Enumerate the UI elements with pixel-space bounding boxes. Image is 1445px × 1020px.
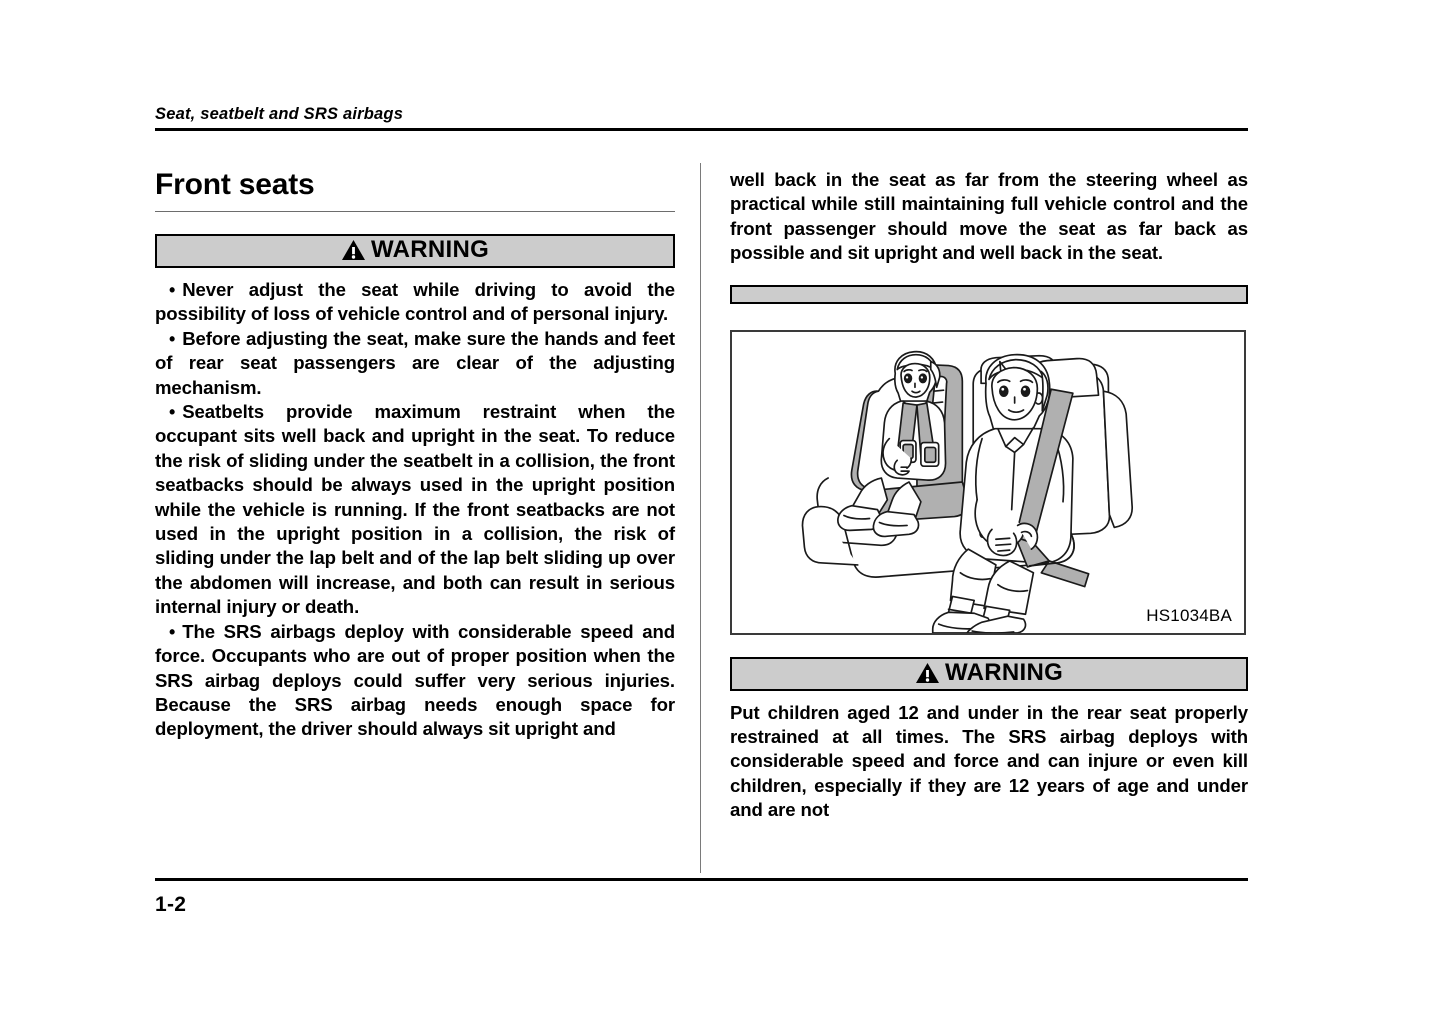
right-column	[730, 168, 1248, 823]
running-header	[155, 104, 1248, 131]
continuation-paragraph: well back in the seat as far from the steering wheel as practical while still maintaining full vehicle control and the front passenger should move the seat as far back as possible and sit upright and well back in the seat.	[730, 169, 1248, 264]
header-rule	[155, 128, 1248, 131]
warning-bullet-item: • Before adjusting the seat, make sure the hands and feet of rear seat passengers are clear of the adjusting mechanism.	[155, 327, 675, 400]
title-rule	[155, 211, 675, 212]
warning-banner-label: WARNING	[944, 658, 1064, 686]
warning-banner-right	[730, 657, 1248, 691]
warning-bullet-item: • The SRS airbags deploy with considerable speed and force. Occupants who are out of proper position when the SRS airbag deploys could suffer very serious injuries. Because the SRS airbag needs enough space for deployment, the driver should always sit upright and	[155, 620, 675, 742]
page-number: 1-2	[155, 893, 187, 916]
warning-banner-label: WARNING	[370, 236, 490, 263]
page-footer	[155, 878, 1248, 917]
page-title: Front seats	[155, 168, 315, 201]
figure-id-label: HS1034BA	[1146, 605, 1232, 625]
warning-triangle-icon	[915, 662, 940, 684]
figure-rear-seat-children	[730, 330, 1246, 635]
warning-triangle-icon	[341, 239, 366, 261]
running-header-title: Seat, seatbelt and SRS airbags	[155, 105, 404, 123]
left-column	[155, 168, 675, 742]
warning-banner-left	[155, 234, 675, 268]
warning-bullet-item: • Seatbelts provide maximum restraint when the occupant sits well back and upright in the seat. To reduce the risk of sliding under the seatbelt in a collision, the front seatbacks should be always used in the upright position while the vehicle is running. If the front seatbacks are not used in the upright position in a collision, the risk of sliding under the lap belt and of the lap belt sliding up over the abdomen will increase, and both can result in serious internal injury or death.	[155, 400, 675, 620]
warning-bullet-item: • Never adjust the seat while driving to avoid the possibility of loss of vehicle control and of personal injury.	[155, 278, 675, 327]
warning-banner-content	[915, 658, 1064, 686]
footer-rule	[155, 878, 1248, 881]
column-divider	[700, 163, 701, 873]
warning-paragraph-right: Put children aged 12 and under in the rear seat properly restrained at all times. The SRS airbag deploys with considerable speed and force and can injure or even kill children, especially if they are 12 years of age and under and are not	[730, 701, 1248, 821]
warning-banner-content	[341, 238, 489, 262]
blank-banner	[730, 285, 1248, 304]
rear-seat-children-illustration	[732, 332, 1244, 633]
warning-bullet-list	[155, 278, 675, 742]
